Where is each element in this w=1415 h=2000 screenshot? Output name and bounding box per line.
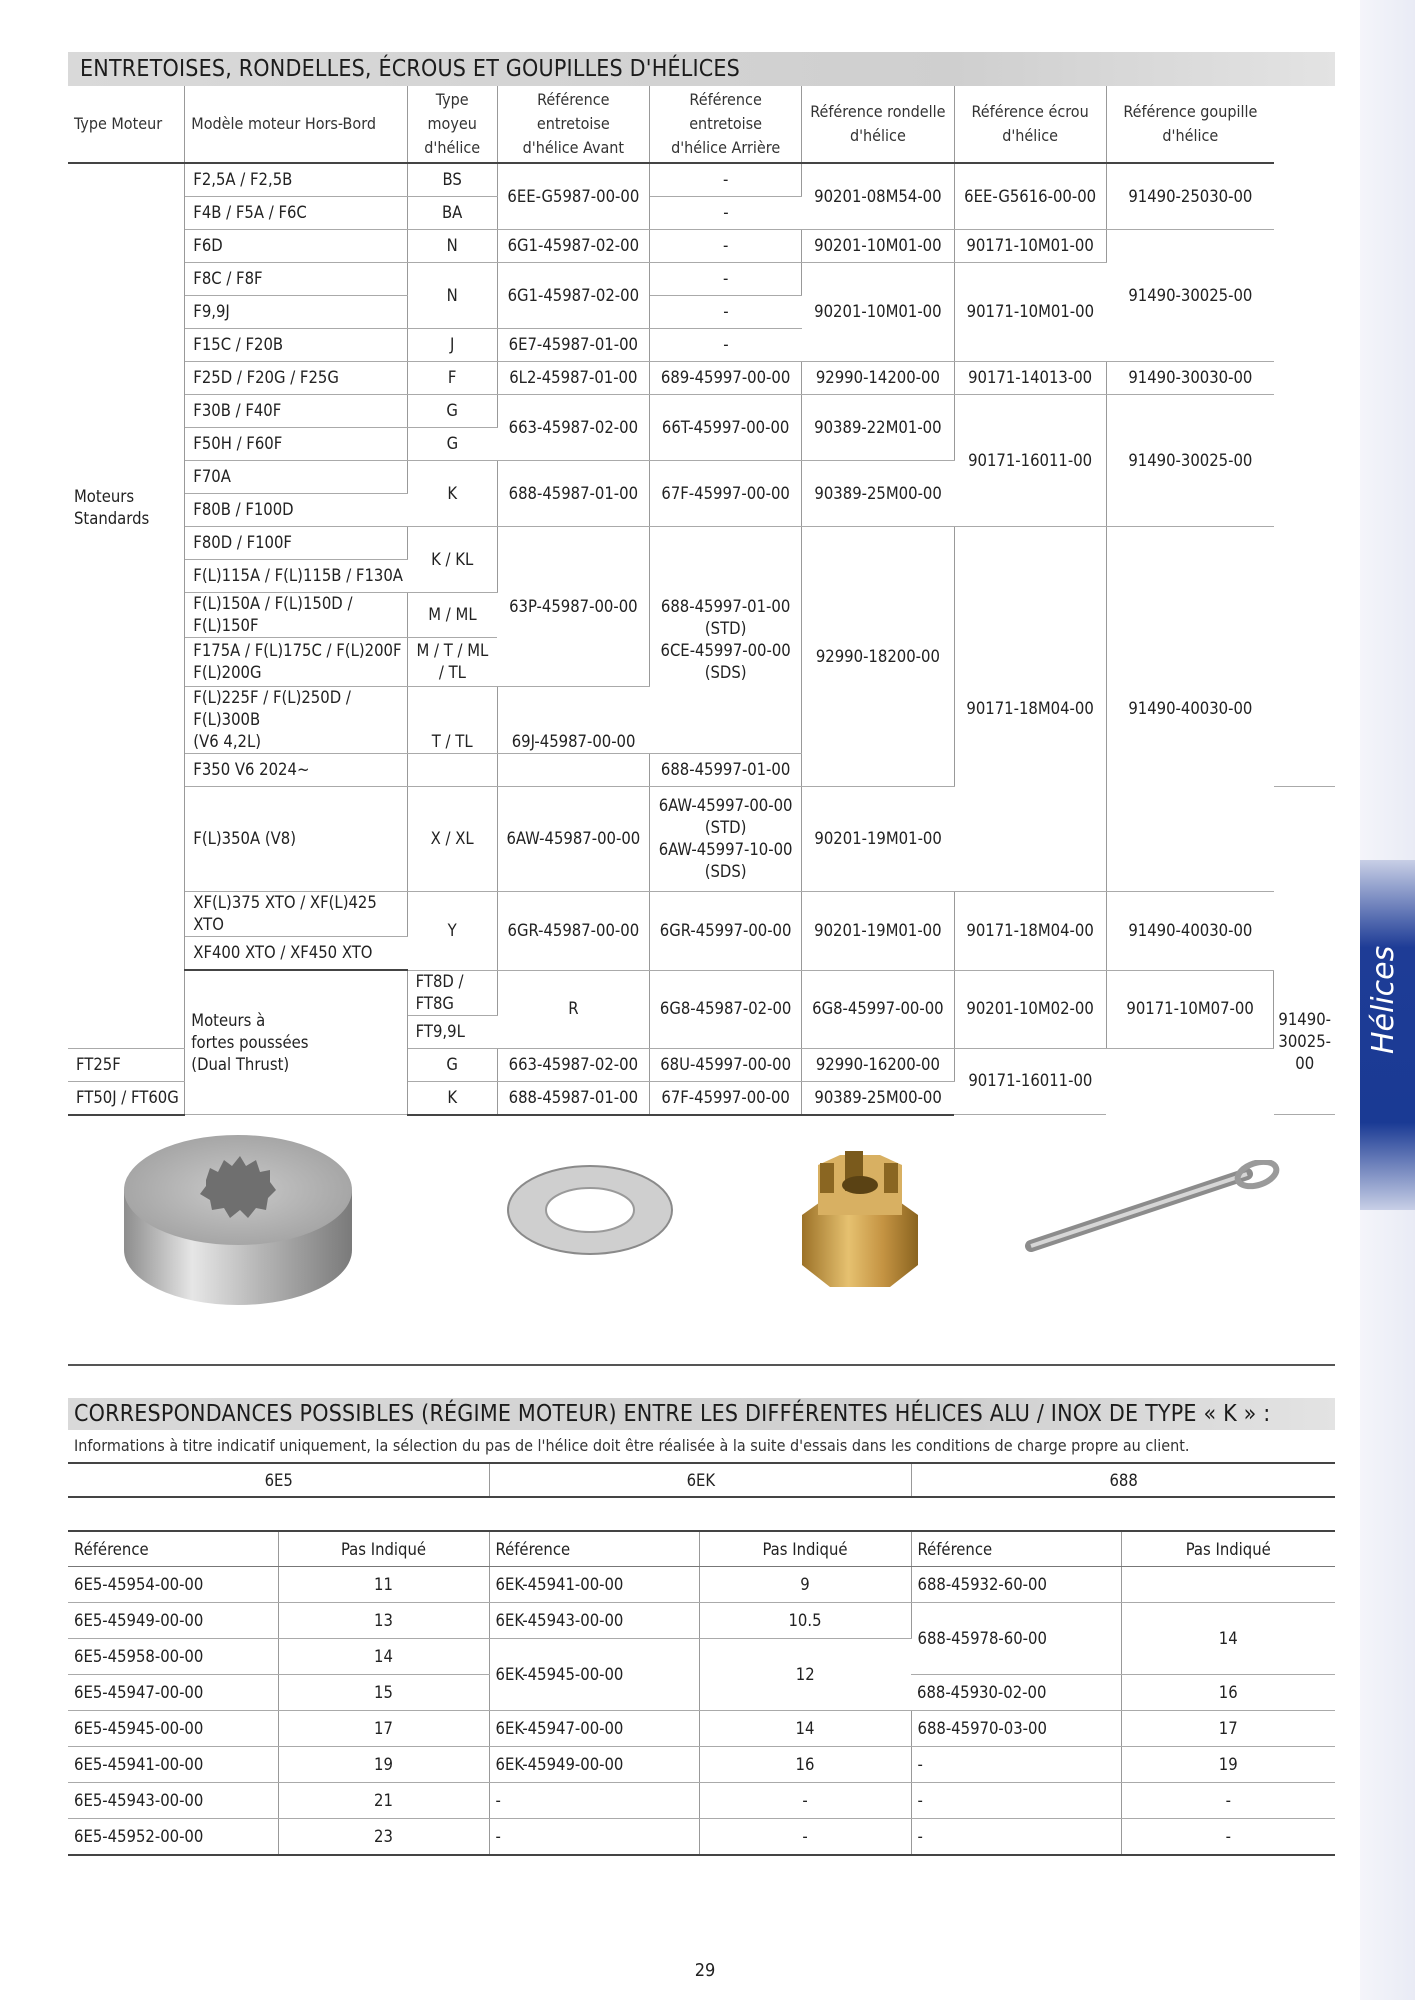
- avant-cell: 6E7-45987-01-00: [497, 329, 649, 362]
- group-dual-thrust: Moteurs à fortes poussées (Dual Thrust): [185, 970, 407, 1115]
- model-cell: FT8D / FT8G: [407, 970, 497, 1015]
- ref-cell: 6E5-45954-00-00: [68, 1567, 278, 1603]
- table-row: [68, 1567, 1335, 1603]
- section-divider: [68, 1364, 1335, 1366]
- table-header-row: [68, 1531, 1335, 1567]
- arriere-cell: -: [649, 296, 801, 329]
- model-cell: F9,9J: [185, 296, 407, 329]
- model-cell: XF400 XTO / XF450 XTO: [185, 937, 407, 971]
- header-ref-ecrou: Référence écrou d'hélice: [954, 86, 1106, 163]
- avant-cell-empty: [497, 754, 649, 787]
- page-number: 29: [694, 1960, 716, 1981]
- hub-cell: X / XL: [407, 787, 497, 892]
- table-row: [68, 970, 1335, 1015]
- hub-cell: R: [497, 970, 649, 1048]
- table-row: [68, 892, 1335, 937]
- hub-cell: K: [407, 1081, 497, 1115]
- model-cell: F350 V6 2024~: [185, 754, 407, 787]
- ref-cell: 6E5-45941-00-00: [68, 1747, 278, 1783]
- hub-cell: K / KL: [407, 527, 497, 593]
- header-pas: Pas Indiqué: [699, 1531, 911, 1567]
- model-cell: F25D / F20G / F25G: [185, 362, 407, 395]
- ecrou-cell: 90171-14013-00: [954, 362, 1106, 395]
- table-row: [68, 1783, 1335, 1819]
- ref-cell: 6EK-45941-00-00: [489, 1567, 699, 1603]
- hub-cell: T / TL: [407, 687, 497, 754]
- hub-cell: BS: [407, 163, 497, 197]
- avant-cell: 6EE-G5987-00-00: [497, 163, 649, 230]
- goupille-cell: 91490-30030-00: [1106, 362, 1274, 395]
- pas-cell: 17: [1121, 1711, 1335, 1747]
- spacers-table: [68, 86, 1335, 1116]
- spacers-section-title: ENTRETOISES, RONDELLES, ÉCROUS ET GOUPILLES D'HÉLICES: [68, 52, 1335, 86]
- model-cell: F2,5A / F2,5B: [185, 163, 407, 197]
- model-cell: F8C / F8F: [185, 263, 407, 296]
- table-row: [68, 163, 1335, 197]
- avant-cell: 663-45987-02-00: [497, 395, 649, 461]
- table-row: [68, 1603, 1335, 1639]
- model-cell: F175A / F(L)175C / F(L)200F F(L)200G: [185, 638, 407, 687]
- rondelle-cell: 92990-18200-00: [802, 527, 954, 787]
- washer-image: [505, 1160, 675, 1260]
- ref-cell: -: [911, 1783, 1121, 1819]
- header-type-moteur: Type Moteur: [68, 86, 185, 163]
- table-row: [68, 395, 1335, 428]
- model-cell: F6D: [185, 230, 407, 263]
- ref-cell: 688-45932-60-00: [911, 1567, 1121, 1603]
- ref-cell: -: [489, 1783, 699, 1819]
- ref-cell: -: [911, 1747, 1121, 1783]
- hub-cell: Y: [407, 892, 497, 971]
- arriere-cell: 68U-45997-00-00: [649, 1048, 801, 1081]
- model-cell: FT9,9L: [407, 1015, 497, 1048]
- ecrou-cell: 90171-10M01-00: [954, 230, 1106, 263]
- pas-cell: 21: [278, 1783, 489, 1819]
- ref-cell: 6EK-45949-00-00: [489, 1747, 699, 1783]
- arriere-cell: -: [649, 230, 801, 263]
- hub-cell: G: [407, 395, 497, 428]
- avant-cell: 688-45987-01-00: [497, 1081, 649, 1115]
- propeller-pitch-table: [68, 1530, 1335, 1856]
- goupille-cell: 91490-25030-00: [1106, 163, 1274, 230]
- goupille-cell: 91490-30025-00: [1106, 395, 1274, 527]
- avant-cell: 69J-45987-00-00: [497, 687, 649, 754]
- rondelle-cell: 90389-22M01-00: [802, 395, 954, 461]
- pas-cell: 16: [1121, 1675, 1335, 1711]
- model-cell: F15C / F20B: [185, 329, 407, 362]
- ref-cell: 6E5-45947-00-00: [68, 1675, 278, 1711]
- propeller-groups-table: [68, 1462, 1335, 1498]
- correspondance-section-title: CORRESPONDANCES POSSIBLES (RÉGIME MOTEUR) ENTRE LES DIFFÉRENTES HÉLICES ALU / INOX DE TYPE « K » :: [68, 1398, 1335, 1430]
- ref-cell: 6E5-45943-00-00: [68, 1783, 278, 1819]
- pas-cell: [1121, 1567, 1335, 1603]
- avant-cell: 6GR-45987-00-00: [497, 892, 649, 971]
- spacer-image: [118, 1120, 358, 1310]
- hub-cell: G: [407, 1048, 497, 1081]
- goupille-cell: 91490-30025-00: [1106, 230, 1274, 362]
- avant-cell: 688-45987-01-00: [497, 461, 649, 527]
- pas-cell: 11: [278, 1567, 489, 1603]
- header-reference: Référence: [489, 1531, 699, 1567]
- arriere-cell: 688-45997-01-00 (STD) 6CE-45997-00-00 (SDS): [649, 527, 801, 754]
- section-tab-label: Hélices: [1366, 945, 1401, 1055]
- arriere-cell: 6AW-45997-00-00 (STD) 6AW-45997-10-00 (SDS): [649, 787, 801, 892]
- table-header-row: [68, 86, 1335, 163]
- hub-cell: N: [407, 263, 497, 329]
- arriere-cell: -: [649, 197, 801, 230]
- pas-cell: -: [699, 1783, 911, 1819]
- model-cell: F80B / F100D: [185, 494, 407, 527]
- goupille-cell: 91490-40030-00: [1106, 527, 1274, 892]
- pas-cell: 14: [278, 1639, 489, 1675]
- pas-cell: 23: [278, 1819, 489, 1856]
- model-cell: F(L)115A / F(L)115B / F130A: [185, 560, 407, 593]
- pas-cell: 14: [1121, 1603, 1335, 1675]
- model-cell: F(L)350A (V8): [185, 787, 407, 892]
- table-row: [68, 362, 1335, 395]
- arriere-cell: 6G8-45997-00-00: [802, 970, 954, 1048]
- avant-cell: 663-45987-02-00: [497, 1048, 649, 1081]
- model-cell: FT25F: [68, 1048, 185, 1081]
- pas-cell: 9: [699, 1567, 911, 1603]
- rondelle-cell-empty: [1274, 754, 1335, 787]
- ecrou-cell: 90171-16011-00: [954, 395, 1106, 527]
- avant-cell: 63P-45987-00-00: [497, 527, 649, 687]
- rondelle-cell: 90201-10M01-00: [802, 263, 954, 362]
- arriere-cell: -: [649, 329, 801, 362]
- rondelle-cell: 90201-10M01-00: [802, 230, 954, 263]
- header-reference: Référence: [911, 1531, 1121, 1567]
- group-6e5: 6E5: [68, 1463, 490, 1497]
- hub-cell: M / ML: [407, 593, 497, 638]
- rondelle-cell: 90389-25M00-00: [802, 1081, 954, 1115]
- ref-cell: 6E5-45949-00-00: [68, 1603, 278, 1639]
- group-688: 688: [912, 1463, 1335, 1497]
- hub-cell: M / T / ML / TL: [407, 638, 497, 687]
- table-row: [68, 1711, 1335, 1747]
- header-pas: Pas Indiqué: [1121, 1531, 1335, 1567]
- ecrou-cell: 6EE-G5616-00-00: [954, 163, 1106, 230]
- table-row: [68, 527, 1335, 560]
- goupille-cell: 91490-30025-00: [1274, 970, 1335, 1115]
- hub-cell: F: [407, 362, 497, 395]
- model-cell: XF(L)375 XTO / XF(L)425 XTO: [185, 892, 407, 937]
- ecrou-cell: 90171-16011-00: [954, 1048, 1106, 1115]
- ref-cell: -: [489, 1819, 699, 1856]
- table-row: [68, 1819, 1335, 1856]
- ref-cell: 688-45970-03-00: [911, 1711, 1121, 1747]
- ref-cell: 6E5-45958-00-00: [68, 1639, 278, 1675]
- arriere-cell: 6GR-45997-00-00: [649, 892, 801, 971]
- arriere-cell: -: [649, 263, 801, 296]
- ecrou-cell: 90171-10M07-00: [1106, 970, 1274, 1048]
- header-modele: Modèle moteur Hors-Bord: [185, 86, 407, 163]
- group-standards: Moteurs Standards: [68, 163, 185, 1048]
- rondelle-cell: 90201-19M01-00: [802, 892, 954, 971]
- ecrou-cell: 90171-10M01-00: [954, 263, 1106, 362]
- table-row: [68, 230, 1335, 263]
- ref-cell: 6EK-45947-00-00: [489, 1711, 699, 1747]
- ecrou-cell: 90171-18M04-00: [954, 892, 1106, 971]
- header-ref-avant: Référence entretoise d'hélice Avant: [497, 86, 649, 163]
- arriere-cell: 689-45997-00-00: [649, 362, 801, 395]
- header-ref-arriere: Référence entretoise d'hélice Arrière: [649, 86, 801, 163]
- hub-cell: K: [407, 461, 497, 527]
- rondelle-cell: 90201-08M54-00: [802, 163, 954, 230]
- model-cell: F(L)225F / F(L)250D / F(L)300B (V6 4,2L): [185, 687, 407, 754]
- ref-cell: 6E5-45945-00-00: [68, 1711, 278, 1747]
- hub-cell: G: [407, 428, 497, 461]
- avant-cell: 6G1-45987-02-00: [497, 263, 649, 329]
- disclaimer-note: Informations à titre indicatif uniquement, la sélection du pas de l'hélice doit être réalisée à la suite d'essais dans les conditions de charge propre au client.: [74, 1436, 1190, 1455]
- ref-cell: 6EK-45945-00-00: [489, 1639, 699, 1711]
- ref-cell: 688-45978-60-00: [911, 1603, 1121, 1675]
- hub-cell: N: [407, 230, 497, 263]
- ref-cell: 6E5-45952-00-00: [68, 1819, 278, 1856]
- hub-cell: BA: [407, 197, 497, 230]
- pas-cell: 12: [699, 1639, 911, 1711]
- rondelle-cell: 92990-14200-00: [802, 362, 954, 395]
- table-row: [68, 1747, 1335, 1783]
- rondelle-cell: 92990-16200-00: [802, 1048, 954, 1081]
- arriere-cell: 66T-45997-00-00: [649, 395, 801, 461]
- arriere-cell: -: [649, 163, 801, 197]
- avant-cell: 6L2-45987-01-00: [497, 362, 649, 395]
- header-ref-goupille: Référence goupille d'hélice: [1106, 86, 1274, 163]
- group-6ek: 6EK: [490, 1463, 912, 1497]
- pas-cell: 15: [278, 1675, 489, 1711]
- hub-cell-empty: [407, 754, 497, 787]
- pas-cell: 16: [699, 1747, 911, 1783]
- pas-cell: 19: [1121, 1747, 1335, 1783]
- goupille-cell: 91490-40030-00: [1106, 892, 1274, 971]
- ecrou-cell: 90171-18M04-00: [954, 527, 1106, 892]
- header-type-moyeu: Type moyeu d'hélice: [407, 86, 497, 163]
- model-cell: F70A: [185, 461, 407, 494]
- rondelle-cell: 90201-10M02-00: [954, 970, 1106, 1048]
- header-reference: Référence: [68, 1531, 278, 1567]
- pas-cell: 19: [278, 1747, 489, 1783]
- group-header-row: [68, 1463, 1335, 1497]
- pas-cell: 13: [278, 1603, 489, 1639]
- pas-cell: 10.5: [699, 1603, 911, 1639]
- hub-cell: J: [407, 329, 497, 362]
- pas-cell: -: [1121, 1819, 1335, 1856]
- rondelle-cell: 90201-19M01-00: [802, 787, 954, 892]
- header-ref-rondelle: Référence rondelle d'hélice: [802, 86, 954, 163]
- pas-cell: 14: [699, 1711, 911, 1747]
- arriere-cell: 67F-45997-00-00: [649, 1081, 801, 1115]
- avant-cell: 6AW-45987-00-00: [497, 787, 649, 892]
- header-pas: Pas Indiqué: [278, 1531, 489, 1567]
- model-cell: F30B / F40F: [185, 395, 407, 428]
- avant-cell: 6G1-45987-02-00: [497, 230, 649, 263]
- pas-cell: 17: [278, 1711, 489, 1747]
- cotter-pin-image: [1025, 1160, 1285, 1260]
- pas-cell: -: [699, 1819, 911, 1856]
- ref-cell: 688-45930-02-00: [911, 1675, 1121, 1711]
- ref-cell: 6EK-45943-00-00: [489, 1603, 699, 1639]
- model-cell: F80D / F100F: [185, 527, 407, 560]
- pas-cell: -: [1121, 1783, 1335, 1819]
- model-cell: FT50J / FT60G: [68, 1081, 185, 1115]
- castle-nut-image: [790, 1145, 930, 1295]
- model-cell: F4B / F5A / F6C: [185, 197, 407, 230]
- model-cell: F(L)150A / F(L)150D / F(L)150F: [185, 593, 407, 638]
- rondelle-cell: 90389-25M00-00: [802, 461, 954, 527]
- arriere-cell: 688-45997-01-00: [649, 754, 801, 787]
- ref-cell: -: [911, 1819, 1121, 1856]
- avant-cell: 6G8-45987-02-00: [649, 970, 801, 1048]
- arriere-cell: 67F-45997-00-00: [649, 461, 801, 527]
- model-cell: F50H / F60F: [185, 428, 407, 461]
